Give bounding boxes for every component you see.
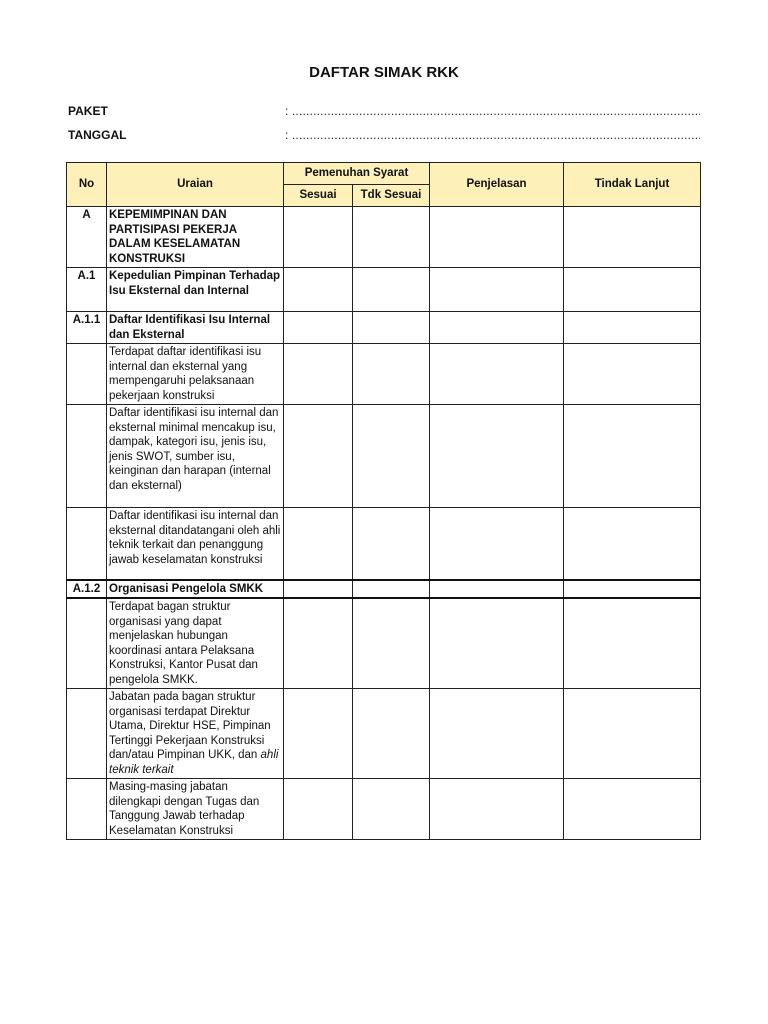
table-row [67,779,701,840]
cell-tindak-lanjut[interactable] [564,405,701,508]
row-uraian [107,689,284,779]
cell-sesuai[interactable] [284,598,353,689]
cell-tdk-sesuai[interactable] [353,207,430,268]
cell-penjelasan[interactable] [430,598,564,689]
cell-penjelasan[interactable] [430,405,564,508]
cell-penjelasan[interactable] [430,580,564,599]
table-row [67,268,701,312]
cell-penjelasan[interactable] [430,779,564,840]
paket-label: PAKET [68,104,108,118]
tanggal-label: TANGGAL [68,128,127,142]
header-tindak-lanjut: Tindak Lanjut [564,163,701,207]
row-no [67,598,107,689]
row-no [67,405,107,508]
header-pemenuhan-syarat: Pemenuhan Syarat [284,163,430,185]
row-uraian: Daftar Identifikasi Isu Internal dan Eksternal [107,312,284,344]
cell-sesuai[interactable] [284,689,353,779]
cell-tdk-sesuai[interactable] [353,779,430,840]
paket-row [68,104,700,122]
paket-value-line[interactable]: : ..... [285,104,700,118]
cell-tindak-lanjut[interactable] [564,207,701,268]
cell-sesuai[interactable] [284,779,353,840]
cell-tdk-sesuai[interactable] [353,580,430,599]
header-no: No [67,163,107,207]
cell-tdk-sesuai[interactable] [353,689,430,779]
table-row [67,508,701,580]
cell-tdk-sesuai[interactable] [353,405,430,508]
cell-tindak-lanjut[interactable] [564,598,701,689]
row-uraian: Terdapat bagan struktur organisasi yang dapat menjelaskan hubungan koordinasi antara Pelaksana Konstruksi, Kantor Pusat dan pengelola SMKK. [107,598,284,689]
row-uraian: Daftar identifikasi isu internal dan eksternal minimal mencakup isu, dampak, kategori isu, jenis isu, jenis SWOT, sumber isu, keinginan dan harapan (internal dan eksternal) [107,405,284,508]
header-penjelasan: Penjelasan [430,163,564,207]
row-no [67,508,107,580]
table-row [67,344,701,405]
cell-tdk-sesuai[interactable] [353,268,430,312]
cell-sesuai[interactable] [284,508,353,580]
table-row [67,689,701,779]
row-no: A.1.1 [67,312,107,344]
row-uraian: Kepedulian Pimpinan Terhadap Isu Eksternal dan Internal [107,268,284,312]
table-row [67,405,701,508]
page-title: DAFTAR SIMAK RKK [309,64,459,81]
cell-tdk-sesuai[interactable] [353,508,430,580]
row-no: A.1 [67,268,107,312]
header-sesuai: Sesuai [284,185,353,207]
cell-sesuai[interactable] [284,405,353,508]
cell-penjelasan[interactable] [430,268,564,312]
cell-tdk-sesuai[interactable] [353,344,430,405]
cell-penjelasan[interactable] [430,508,564,580]
row-no [67,344,107,405]
row-no: A [67,207,107,268]
cell-penjelasan[interactable] [430,312,564,344]
table-row [67,207,701,268]
cell-tindak-lanjut[interactable] [564,580,701,599]
table-row [67,312,701,344]
cell-sesuai[interactable] [284,312,353,344]
tanggal-value-line[interactable]: : ..... [285,128,700,142]
cell-tindak-lanjut[interactable] [564,689,701,779]
cell-tindak-lanjut[interactable] [564,312,701,344]
table-row [67,580,701,599]
cell-sesuai[interactable] [284,207,353,268]
row-uraian: Daftar identifikasi isu internal dan eksternal ditandatangani oleh ahli teknik terkait dan penanggung jawab keselamatan konstruksi [107,508,284,580]
row-uraian-text: Jabatan pada bagan struktur organisasi terdapat Direktur Utama, Direktur HSE, Pimpinan Tertinggi Pekerjaan Konstruksi dan/atau Pimpinan UKK, dan [109,691,271,761]
row-uraian: Masing-masing jabatan dilengkapi dengan Tugas dan Tanggung Jawab terhadap Keselamatan Konstruksi [107,779,284,840]
cell-tindak-lanjut[interactable] [564,779,701,840]
row-uraian-italic: ahli teknik terkait [109,749,279,776]
cell-sesuai[interactable] [284,580,353,599]
row-no [67,689,107,779]
cell-penjelasan[interactable] [430,344,564,405]
checklist-table [66,162,701,840]
cell-sesuai[interactable] [284,344,353,405]
cell-tindak-lanjut[interactable] [564,508,701,580]
header-uraian: Uraian [107,163,284,207]
row-no [67,779,107,840]
cell-tindak-lanjut[interactable] [564,268,701,312]
cell-sesuai[interactable] [284,268,353,312]
cell-penjelasan[interactable] [430,207,564,268]
cell-penjelasan[interactable] [430,689,564,779]
row-no: A.1.2 [67,580,107,599]
row-uraian: KEPEMIMPINAN DAN PARTISIPASI PEKERJA DALAM KESELAMATAN KONSTRUKSI [107,207,284,268]
row-uraian: Terdapat daftar identifikasi isu internal dan eksternal yang mempengaruhi pelaksanaan pekerjaan konstruksi [107,344,284,405]
cell-tdk-sesuai[interactable] [353,598,430,689]
tanggal-row [68,128,700,146]
row-uraian: Organisasi Pengelola SMKK [107,580,284,599]
header-tdk-sesuai: Tdk Sesuai [353,185,430,207]
cell-tindak-lanjut[interactable] [564,344,701,405]
cell-tdk-sesuai[interactable] [353,312,430,344]
table-row [67,598,701,689]
